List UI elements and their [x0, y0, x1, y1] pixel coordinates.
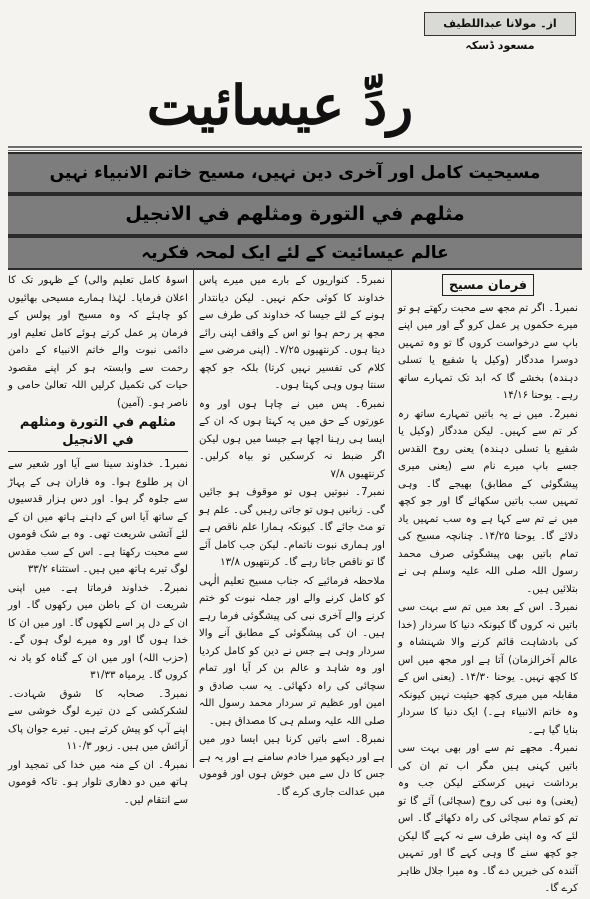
banner-line-2: [8, 194, 582, 236]
column-left: [8, 272, 188, 810]
author-box: از۔ مولانا عبداللطیف مسعود ڈسکہ: [424, 12, 576, 36]
column-middle: [199, 272, 385, 802]
banner-line-3: [8, 236, 582, 270]
section-heading: مثلهم في التورة ومثلهم في الانجيل: [8, 414, 188, 452]
divider-line: [8, 150, 582, 151]
column-rule: [193, 268, 194, 768]
column-right: [398, 272, 578, 899]
banner-text-1: مسیحیت کامل اور آخری دین نہیں، مسیح خاتم الانبیاء نہیں: [49, 163, 541, 183]
paragraph: ملاحظہ فرمائیے کہ جناب مسیح تعلیم الٰہی کو کامل کرنے والے اور جملہ نبوت کو ختم کرنے والے آخری نبی کی پیشگوئی فرما رہے ہیں۔ ان کی پیشگوئی کے مطابق آنے والا سردار وہی ہے جس نے دین کو کامل کردیا اور وہ شاہد و عالم بن کر آیا اور تمام سچائی کی راہ دکھائی۔ یہ سب صادق و امین اور عظیم تر سردار محمد رسول اللہ صلی اللہ علیہ وسلم ہی کا مصداق ہیں۔: [199, 575, 385, 727]
paragraph: نمبر8۔ اسے باتیں کرنا ہیں ایسا دور میں ہے اور دیکھو میرا خادم سامنے ہے اور یہ ہے جس کا دل سے میں خوش ہوں اور قوموں میں عدالت جاری کرے گا۔: [199, 734, 385, 798]
paragraph: نمبر1۔ اگر تم مجھ سے محبت رکھتے ہو تو میرے حکموں پر عمل کرو گے اور میں اپنے باپ سے درخواست کروں گا تو وہ تمہیں دوسرا مددگار (وکیل یا شفیع یا تسلی دہندہ) بخشے گا کہ ابد تک تمہارے ساتھ رہے۔ یوحنا ۱۴/۱۶: [398, 302, 578, 401]
paragraph: نمبر3۔ اس کے بعد میں تم سے بہت سی باتیں نہ کروں گا کیونکہ دنیا کا سردار (خدا کی بادشاہت قائم کرنے والا شہنشاہ و عالم آخرالزمان) آتا ہے اور مجھ میں اس کا کچھ نہیں۔ یوحنا ۱۴/۳۰۔ (یعنی اس کے مقابلہ میں میری کچھ حیثیت نہیں کیونکہ وہ خاتم الانبیاء ہے۔) ایک دنیا کا سردار بنایا گیا ہے۔: [398, 602, 578, 736]
paragraph: اسوۂ کامل تعلیم والی) کے ظہور تک کا اعلان فرمایا۔ لہٰذا ہمارے مسیحی بھائیوں کو چاہئے کہ وہ مسیح اور پولس کے فرمان پر عمل کرتے ہوئے کامل تعلیم اور دائمی نبوت والے خاتم الانبیاء کے دامن رحمت سے وابستہ ہو کر اپنے مقصود حیات کی تکمیل کرلیں اللہ تعالیٰ حامی و ناصر ہو۔ (آمین): [8, 275, 188, 409]
banner-line-1: [8, 152, 582, 194]
divider-line: [8, 146, 582, 148]
banner-text-3: عالم عیسائیت کے لئے ایک لمحہ فکریہ: [141, 243, 449, 263]
paragraph: نمبر3۔ صحابہ کا شوق شہادت۔ لشکرکشی کے دن تیرے لوگ خوشی سے اپنے آپ کو پیش کرتے ہیں۔ تیرے جوان پاک آرائش میں ہیں۔ زبور ۱۱۰/۳: [8, 688, 188, 752]
paragraph: نمبر4۔ مجھے تم سے اور بھی بہت سی باتیں کہنی ہیں مگر اب تم ان کی برداشت نہیں کرسکتے لیکن جب وہ (یعنی) وہ نبی کی روح (سچائی) آئے گا تو تم کو تمام سچائی کی راہ دکھائے گا۔ اس لئے کہ وہ اپنی طرف سے نہ کہے گا لیکن جو کچھ سنے گا وہی کہے گا اور تمہیں آئندہ کی خبریں دے گا۔ وہ میرا جلال ظاہر کرے گا۔: [398, 743, 578, 894]
column-rule: [391, 268, 392, 768]
paragraph: نمبر7۔ نبوتیں ہوں تو موقوف ہو جائیں گی۔ زبانیں ہوں تو جاتی رہیں گی۔ علم ہو تو مٹ جائے گا۔ کیونکہ ہمارا علم ناقص ہے اور ہماری نبوت ناتمام۔ لیکن جب کامل آئے گا تو ناقص جاتا رہے گا۔ کرنتھیوں ۱۳/۸: [199, 487, 385, 568]
paragraph: نمبر1۔ خداوند سینا سے آیا اور شعیر سے ان پر طلوع ہوا۔ وہ فاران ہی کے پہاڑ سے جلوہ گر ہوا۔ اور دس ہزار قدسیوں کے ساتھ آیا اس کے داہنے ہاتھ میں ان کے لئے آتشی شریعت تھی۔ وہ بے شک قوموں سے محبت رکھتا ہے۔ اس کے سب مقدس لوگ تیرے ہاتھ میں ہیں۔ استثناء ۳۳/۲: [8, 459, 188, 575]
paragraph: نمبر4۔ ان کے منہ میں خدا کی تمجید اور ہاتھ میں دو دھاری تلوار ہو۔ تاکہ قوموں سے انتقام لیں۔: [8, 759, 188, 806]
paragraph: نمبر6۔ پس میں نے چاہا ہوں اور وہ عورتوں کے حق میں یہ کہتا ہوں کہ ان کے ایسا ہی رہنا اچھا ہے جیسا میں ہوں لیکن اگر ضبط نہ کرسکیں تو بیاہ کرلیں۔ کرنتھیوں ۷/۸: [199, 398, 385, 480]
section-heading: فرمان مسیح: [398, 274, 578, 296]
paragraph: نمبر2۔ میں نے یہ باتیں تمہارے ساتھ رہ کر تم سے کہیں۔ لیکن مددگار (وکیل یا شفیع یا تسلی دہندہ) یعنی روح القدس جسے باپ میرے نام سے (یعنی میری پیشگوئی کے مطابق) بھیجے گا۔ وہی تمہیں سب باتیں سکھائے گا اور جو کچھ میں نے تم سے کہا ہے وہ سب تمہیں یاد دلائے گا۔ یوحنا ۱۴/۲۵۔ چنانچہ مسیح کی تمام باتیں بھی پیشگوئی صرف محمد رسول اللہ صلی اللہ علیہ وسلم ہی نے بتلائیں ہیں۔: [398, 408, 578, 595]
paragraph: نمبر2۔ خداوند فرماتا ہے۔ میں اپنی شریعت ان کے باطن میں رکھوں گا۔ اور ان کے دل پر اسے لکھوں گا۔ اور میں ان کا خدا ہوں گا اور وہ میرے لوگ ہوں گے۔ (حزب اللہ) اور میں ان کے گناہ کو یاد نہ کروں گا۔ یرمیاہ ۳۱/۳۳: [8, 582, 188, 681]
masthead-title: ردِّ عیسائیت: [146, 73, 414, 137]
paragraph: نمبر5۔ کنواریوں کے بارے میں میرے پاس خداوند کا کوئی حکم نہیں۔ لیکن دیانتدار ہونے کے لئے جیسا کہ خداوند کی طرف سے مجھ پر رحم ہوا تو اس کے واقف اپنی رائے دیتا ہوں۔ کرنتھیوں ۷/۲۵۔ (اپنی مرضی سے کلام کی تفسیر نہیں کرتا) بلکہ جو کچھ سنتا ہوں وہی کہتا ہوں۔: [199, 275, 385, 391]
banner-text-2: مثلهم في التورة ومثلهم في الانجيل: [125, 203, 465, 225]
